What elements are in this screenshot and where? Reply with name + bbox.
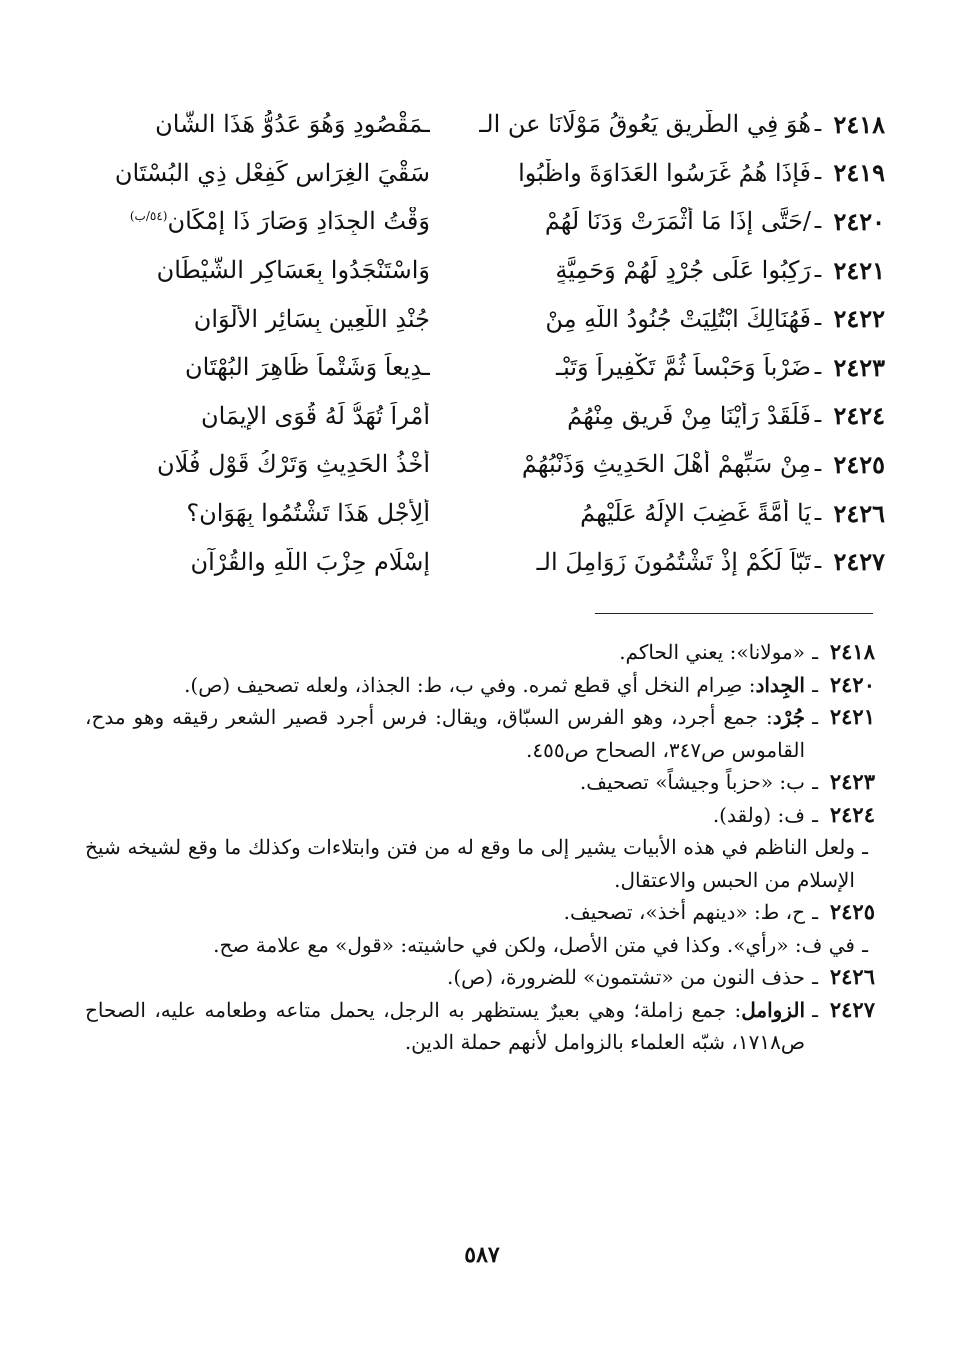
footnote-term: الزوامل <box>741 997 805 1022</box>
footnote-dash: ـ <box>812 802 818 827</box>
verse-first-hemistich: فَهُنَالِكَ ابْتُلِيَتْ جُنُودُ اللَّهِ مِنْ <box>545 304 811 333</box>
verse-number: ٢٤٢٠ <box>833 206 885 236</box>
footnote-text: في ف: «رأي». وكذا في متن الأصل، ولكن في حاشيته: «قول» مع علامة صح. <box>213 932 855 957</box>
verse-second-hemistich: أَخْذُ الحَدِيثِ وَتَرْكُ قَوْلِ فُلَانِ <box>157 450 430 479</box>
footnote-text: : جمع زاملة؛ وهي بعيرٌ يستظهر به الرجل، يحمل متاعه وطعامه عليه، الصحاح ص١٧١٨، شبّه العلماء بالزوامل لأنهم حملة الدين. <box>85 997 805 1054</box>
footnote-dash: ـ <box>862 835 868 859</box>
footnote <box>85 766 875 799</box>
verse-number: ٢٤٢١ <box>833 255 885 285</box>
verse-line <box>70 343 885 392</box>
manuscript-folio-marker: (٥٤/ب) <box>129 209 168 224</box>
footnote-dash: ـ <box>812 640 818 664</box>
verse-line <box>70 392 885 441</box>
verse-first-hemistich: فَلَقَدْ رَأَيْنَا مِنْ فَرِيقٍ مِنْهُمُ <box>567 401 811 430</box>
verse-line <box>70 440 885 489</box>
verse-number: ٢٤٢٢ <box>833 304 885 334</box>
footnote-text: : جمع أجرد، وهو الفرس السبّاق، ويقال: فرس أجرد قصير الشعر رقيقه وهو مدح، القاموس ص٣٤٧، الصحاح ص٤٥٥. <box>85 705 805 762</box>
footnote-text: «مولانا»: يعني الحاكم. <box>619 640 805 664</box>
verse-number: ٢٤١٨ <box>833 109 885 139</box>
footnote <box>85 799 875 832</box>
page-number: ٥٨٧ <box>464 1242 500 1268</box>
verse-second-hemistich: وَاسْتَنْجَدُوا بِعَسَاكِرِ الشَّيْطَانِ <box>156 256 430 285</box>
verse-second-text: وَقْتُ الجِدَادِ وَصَارَ ذَا إِمْكَانِ <box>167 207 430 236</box>
verse-first-hemistich: رَكِبُوا عَلَى جُرْدٍ لَهُمْ وَحَمِيَّةٍ <box>555 256 811 285</box>
footnote <box>85 896 875 929</box>
footnote-term: الجِداد <box>755 672 805 697</box>
footnote-term: جُرْد <box>772 705 805 729</box>
verse-first-hemistich: يَا أُمَّةً غَضِبَ الإِلَهُ عَلَيْهِمُ <box>580 499 811 528</box>
verse-second-hemistich <box>70 207 430 235</box>
footnote-body <box>85 994 805 1059</box>
footnote <box>85 701 875 766</box>
footnote-dash: ـ <box>862 932 868 957</box>
verse-second-hemistich: جُنْدِ اللَّعِينِ بِسَائِرِ الأَلْوَانِ <box>193 304 430 333</box>
verse-number: ٢٤٢٤ <box>833 401 885 431</box>
footnote-continuation <box>85 929 875 962</box>
footnotes <box>85 636 875 1059</box>
footnote-dash: ـ <box>812 770 818 794</box>
footnote-text: ب: «حزباً وجيشاً» تصحيف. <box>579 770 805 794</box>
verse-line <box>70 489 885 538</box>
verse-second-hemistich: إِسْلَامِ حِزْبَ اللَّهِ والقُرْآنِ <box>190 547 430 576</box>
verse-line <box>70 197 885 246</box>
verse-dash: ـ <box>814 257 822 283</box>
verse-line <box>70 246 885 295</box>
footnote-divider <box>595 613 873 614</box>
footnote-text: ف: (ولقد). <box>712 802 805 827</box>
verse-dash: ـ <box>814 451 822 477</box>
verse-line <box>70 294 885 343</box>
footnote-number: ٢٤٢٣ <box>829 769 875 794</box>
verse-second-hemistich: أَلِأَجْلِ هَذَا تَشْتُمُوا بِهَوَانِ؟ <box>186 499 430 528</box>
verse-number: ٢٤١٩ <box>833 158 885 188</box>
footnote-body <box>85 701 805 766</box>
verse-number: ٢٤٢٥ <box>833 449 885 479</box>
verse-first-hemistich: تَبّاً لَكُمْ إِذْ تَشْتُمُونَ زَوَامِلَ الـ <box>536 547 811 576</box>
footnote-dash: ـ <box>812 965 818 989</box>
footnote-dash: ـ <box>812 705 818 729</box>
verse-dash: ـ <box>814 208 822 234</box>
verse-dash: ـ <box>814 111 822 137</box>
verse-second-hemistich: أَمْراً تُهَدُّ لَهُ قُوَى الإِيمَانِ <box>201 401 430 430</box>
footnote-number: ٢٤٢٦ <box>829 964 875 989</box>
verse-dash: ـ <box>814 549 822 575</box>
verse-second-hemistich: ـمَقْصُودِ وَهُوَ عَدُوُّ هَذَا الشَّانِ <box>155 110 430 139</box>
footnote <box>85 994 875 1059</box>
footnote-number: ٢٤٢٠ <box>829 671 875 697</box>
verse-number: ٢٤٢٧ <box>833 547 885 577</box>
footnote-text: ح، ط: «دينهم أخذ»، تصحيف. <box>563 900 805 924</box>
verse-line <box>70 149 885 198</box>
verse-dash: ـ <box>814 160 822 186</box>
verse-second-hemistich: ـدِيعاً وَشَتْماً ظَاهِرَ البُهْتَانِ <box>185 353 430 382</box>
footnote-number: ٢٤١٨ <box>829 639 875 664</box>
poem-verses <box>70 100 885 586</box>
footnote-dash: ـ <box>812 672 818 697</box>
verse-dash: ـ <box>814 500 822 526</box>
footnote-dash: ـ <box>812 900 818 924</box>
footnote-text: : صِرام النخل أي قطع ثمره. وفي ب، ط: الجذاذ، ولعله تصحيف (ص). <box>184 672 756 697</box>
verse-dash: ـ <box>814 306 822 332</box>
footnote-number: ٢٤٢٥ <box>829 899 875 924</box>
footnote-dash: ـ <box>812 997 818 1022</box>
verse-first-hemistich: مِنْ سَبِّهِمْ أَهْلَ الحَدِيثِ وَذَنْبُهُمْ <box>521 450 811 479</box>
verse-number: ٢٤٢٦ <box>833 498 885 528</box>
verse-first-hemistich: هُوَ فِي الطَّرِيقِ يَعُوقُ مَوْلَانَا عن الـ <box>479 110 811 139</box>
verse-number: ٢٤٢٣ <box>833 352 885 382</box>
footnote-text: ولعل الناظم في هذه الأبيات يشير إلى ما وقع له من فتن وابتلاءات وكذلك ما وقع لشيخه شيخ الإسلام من الحبس والاعتقال. <box>85 835 855 892</box>
verse-first-hemistich: ضَرْباً وَحَبْساً ثُمَّ تَكْفِيراً وَتَبْـ <box>556 353 811 382</box>
footnote-continuation <box>85 831 875 896</box>
verse-dash: ـ <box>814 403 822 429</box>
verse-dash: ـ <box>814 354 822 380</box>
footnote-number: ٢٤٢٤ <box>829 801 875 827</box>
footnote <box>85 961 875 994</box>
footnote-body <box>85 669 805 702</box>
verse-line <box>70 100 885 149</box>
verse-second-hemistich: سَقْيَ الغِرَاسِ كَفِعْلِ ذِي البُسْتَانِ <box>114 158 430 187</box>
footnote-number: ٢٤٢١ <box>829 704 875 729</box>
footnote-number: ٢٤٢٧ <box>829 996 875 1022</box>
footnote-text: حذف النون من «تشتمون» للضرورة، (ص). <box>446 965 805 989</box>
footnote <box>85 669 875 702</box>
verse-first-hemistich: /حَتَّى إِذَا مَا أَثْمَرَتْ وَدَنَا لَهُمْ <box>544 207 811 236</box>
verse-line <box>70 537 885 586</box>
verse-first-hemistich: فَإِذَا هُمُ غَرَسُوا العَدَاوَةَ واظْبُوا <box>518 158 811 187</box>
footnote <box>85 636 875 669</box>
